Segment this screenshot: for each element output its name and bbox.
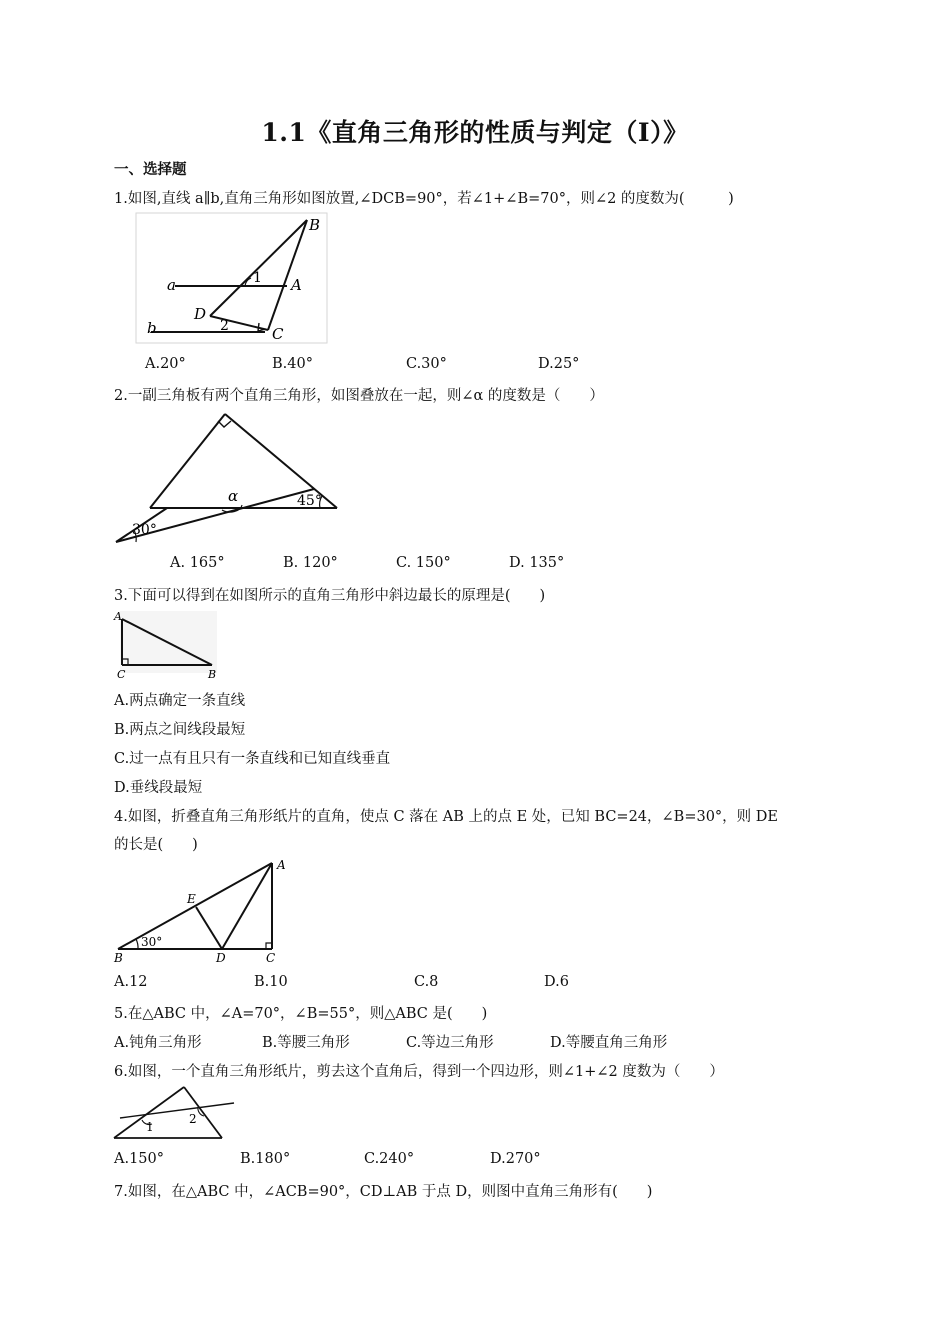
question-4-stem: 4.如图，折叠直角三角形纸片的直角，使点 C 落在 AB 上的点 E 处，已知 BC=24，∠B=30°，则 DE [114, 809, 778, 825]
question-3-option-a: A.两点确定一条直线 [114, 693, 246, 709]
question-2-option-c: C. 150° [396, 555, 451, 571]
fig1-label-b: b [147, 319, 157, 337]
question-6-option-b: B.180° [240, 1151, 291, 1167]
question-4-stem-continued: 的长是( ) [114, 837, 198, 853]
question-6-option-c: C.240° [364, 1151, 415, 1167]
question-1-option-d: D.25° [538, 356, 580, 372]
fig4-label-E: E [187, 892, 196, 906]
fig6-label-1: 1 [146, 1120, 154, 1134]
question-4-option-a: A.12 [114, 974, 148, 990]
fig4-label-A: A [277, 858, 286, 872]
question-2-option-b: B. 120° [283, 555, 338, 571]
question-3-option-b: B.两点之间线段最短 [114, 722, 246, 738]
fig3-label-C: C [117, 668, 126, 680]
question-6-figure [112, 1084, 238, 1142]
question-6-option-a: A.150° [114, 1151, 165, 1167]
fig4-label-B: B [114, 951, 123, 964]
question-1-stem: 1.如图,直线 a∥b,直角三角形如图放置,∠DCB=90°，若∠1+∠B=70°，则∠2 的度数为( ) [114, 191, 734, 207]
section-title: 一、选择题 [114, 161, 187, 178]
fig3-label-A: A [114, 610, 122, 623]
question-6-option-d: D.270° [490, 1151, 541, 1167]
question-3-option-c: C.过一点有且只有一条直线和已知直线垂直 [114, 751, 391, 767]
fig1-label-B: B [309, 216, 321, 234]
fig1-label-1: 1 [253, 270, 262, 286]
fig1-label-2: 2 [220, 318, 229, 334]
fig3-label-B: B [208, 668, 217, 680]
question-1-option-c: C.30° [406, 356, 447, 372]
question-2-option-a: A. 165° [170, 555, 225, 571]
question-3-stem: 3.下面可以得到在如图所示的直角三角形中斜边最长的原理是( ) [114, 588, 546, 604]
page-title: 1.1《直角三角形的性质与判定（I）》 [261, 118, 689, 147]
question-6-stem: 6.如图，一个直角三角形纸片，剪去这个直角后，得到一个四边形，则∠1+∠2 度数为（ ） [114, 1064, 724, 1080]
question-4-option-c: C.8 [414, 974, 439, 990]
question-5-option-c: C.等边三角形 [406, 1035, 494, 1051]
question-5-stem: 5.在△ABC 中，∠A=70°，∠B=55°，则△ABC 是( ) [114, 1006, 488, 1022]
question-7-stem: 7.如图，在△ABC 中，∠ACB=90°，CD⊥AB 于点 D，则图中直角三角形有( ) [114, 1184, 653, 1200]
question-5-option-d: D.等腰直角三角形 [550, 1035, 668, 1051]
fig1-label-A: A [291, 276, 302, 294]
fig1-label-D: D [194, 305, 207, 323]
question-4-figure [112, 858, 292, 964]
question-3-figure [112, 610, 220, 680]
fig2-label-alpha: α [228, 487, 239, 505]
question-2-stem: 2.一副三角板有两个直角三角形，如图叠放在一起，则∠α 的度数是（ ） [114, 388, 604, 404]
question-1-option-b: B.40° [272, 356, 313, 372]
question-1-figure [135, 212, 330, 346]
fig1-label-a: a [167, 276, 176, 294]
question-5-option-a: A.钝角三角形 [114, 1035, 202, 1051]
question-1-option-a: A.20° [145, 356, 186, 372]
question-2-option-d: D. 135° [509, 555, 565, 571]
question-4-option-b: B.10 [254, 974, 288, 990]
fig4-label-30: 30° [141, 935, 163, 949]
fig1-label-C: C [272, 325, 284, 343]
fig6-label-2: 2 [189, 1112, 197, 1126]
question-2-figure [112, 410, 344, 546]
fig4-label-D: D [216, 951, 226, 964]
fig2-label-45: 45° [297, 493, 322, 509]
fig4-label-C: C [266, 951, 276, 964]
question-5-option-b: B.等腰三角形 [262, 1035, 350, 1051]
question-3-option-d: D.垂线段最短 [114, 780, 203, 796]
question-4-option-d: D.6 [544, 974, 569, 990]
fig2-label-30: 30° [132, 522, 157, 538]
